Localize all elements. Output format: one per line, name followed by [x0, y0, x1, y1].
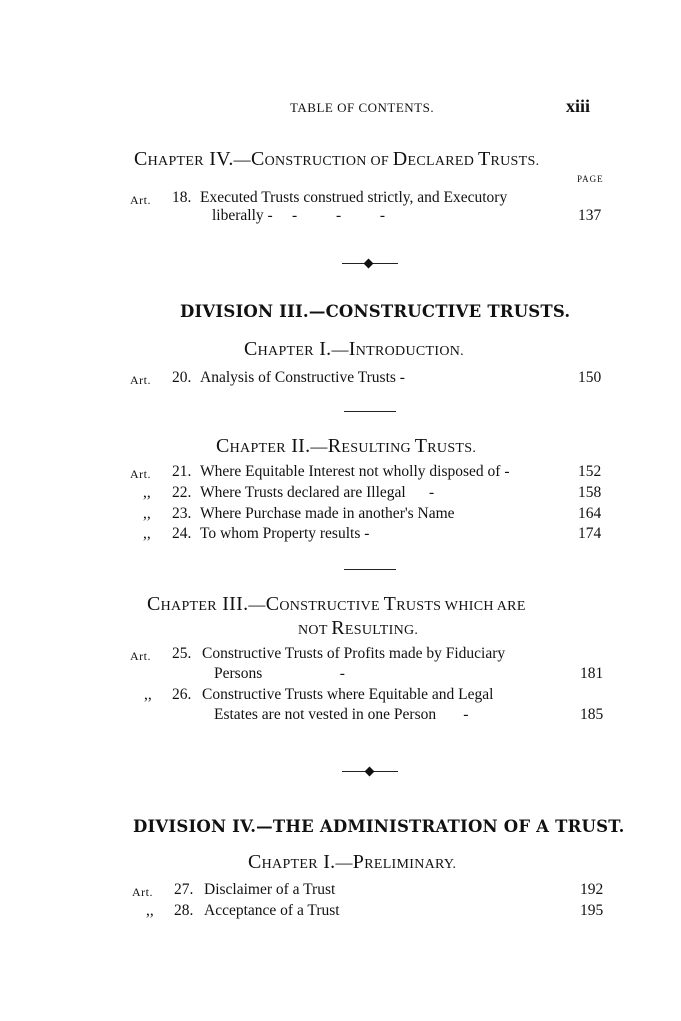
- chapter-iii-heading: CHAPTER III.—CONSTRUCTIVE TRUSTS WHICH ARE: [147, 593, 526, 615]
- toc-entry-page: 192: [580, 881, 604, 898]
- toc-entry-page: 164: [578, 505, 602, 522]
- art-label: Art.: [132, 885, 153, 899]
- chapter-iv-heading: CHAPTER IV.—CONSTRUCTION OF DECLARED TRUSTS.: [134, 148, 540, 170]
- toc-entry-page: 195: [580, 902, 604, 919]
- art-label: Art.: [130, 193, 151, 207]
- ornament-diamond-icon: [365, 767, 375, 777]
- toc-entry-text: Where Trusts declared are Illegal -: [200, 484, 435, 501]
- art-number: 18.: [172, 189, 192, 206]
- toc-entry-text-continued: liberally - - - -: [212, 207, 386, 224]
- ditto-mark: ,,: [143, 505, 151, 522]
- toc-entry-text: To whom Property results -: [200, 525, 370, 542]
- division-iv-title: DIVISION IV.—THE ADMINISTRATION OF A TRUST.: [133, 817, 625, 836]
- art-label: Art.: [130, 649, 151, 663]
- toc-entry-text: Analysis of Constructive Trusts -: [200, 369, 405, 386]
- chapter-i-heading: CHAPTER I.—PRELIMINARY.: [248, 851, 457, 873]
- toc-entry-page: 152: [578, 463, 602, 480]
- toc-entry-page: 185: [580, 706, 604, 723]
- page-column-label: PAGE: [577, 174, 604, 184]
- toc-entry-page: 181: [580, 665, 604, 682]
- chapter-ii-heading: CHAPTER II.—RESULTING TRUSTS.: [216, 435, 477, 457]
- ditto-mark: ,,: [143, 525, 151, 542]
- toc-entry-text: Constructive Trusts of Profits made by Fiduciary: [202, 645, 506, 662]
- page-number: xiii: [566, 96, 591, 116]
- ornament-diamond-icon: [364, 259, 374, 269]
- art-label: Art.: [130, 467, 151, 481]
- section-rule: [344, 569, 396, 570]
- ditto-mark: ,,: [146, 902, 154, 919]
- section-rule: [344, 411, 396, 412]
- art-number: 24.: [172, 525, 192, 542]
- ditto-mark: ,,: [144, 686, 152, 703]
- art-number: 22.: [172, 484, 192, 501]
- toc-entry-page: 158: [578, 484, 602, 501]
- toc-entry-page: 174: [578, 525, 602, 542]
- art-number: 23.: [172, 505, 192, 522]
- chapter-i-heading: CHAPTER I.—INTRODUCTION.: [244, 338, 464, 360]
- toc-entry-text: Acceptance of a Trust: [204, 902, 340, 919]
- toc-entry-text: Where Purchase made in another's Name: [200, 505, 455, 522]
- toc-entry-text-continued: Estates are not vested in one Person -: [214, 706, 469, 723]
- art-number: 26.: [172, 686, 192, 703]
- toc-entry-page: 137: [578, 207, 602, 224]
- toc-entry-text: Executed Trusts construed strictly, and Executory: [200, 189, 508, 206]
- art-number: 21.: [172, 463, 192, 480]
- art-label: Art.: [130, 373, 151, 387]
- toc-entry-text: Disclaimer of a Trust: [204, 881, 336, 898]
- toc-entry-text-continued: Persons -: [214, 665, 345, 682]
- art-number: 27.: [174, 881, 194, 898]
- division-iii-title: DIVISION III.—CONSTRUCTIVE TRUSTS.: [180, 302, 571, 321]
- toc-entry-text: Constructive Trusts where Equitable and Legal: [202, 686, 494, 703]
- toc-entry-page: 150: [578, 369, 602, 386]
- running-header: TABLE OF CONTENTS.: [290, 100, 435, 115]
- toc-entry-text: Where Equitable Interest not wholly disposed of -: [200, 463, 510, 480]
- chapter-iii-heading-continued: NOT RESULTING.: [298, 617, 419, 639]
- ditto-mark: ,,: [143, 484, 151, 501]
- art-number: 20.: [172, 369, 192, 386]
- art-number: 28.: [174, 902, 194, 919]
- art-number: 25.: [172, 645, 192, 662]
